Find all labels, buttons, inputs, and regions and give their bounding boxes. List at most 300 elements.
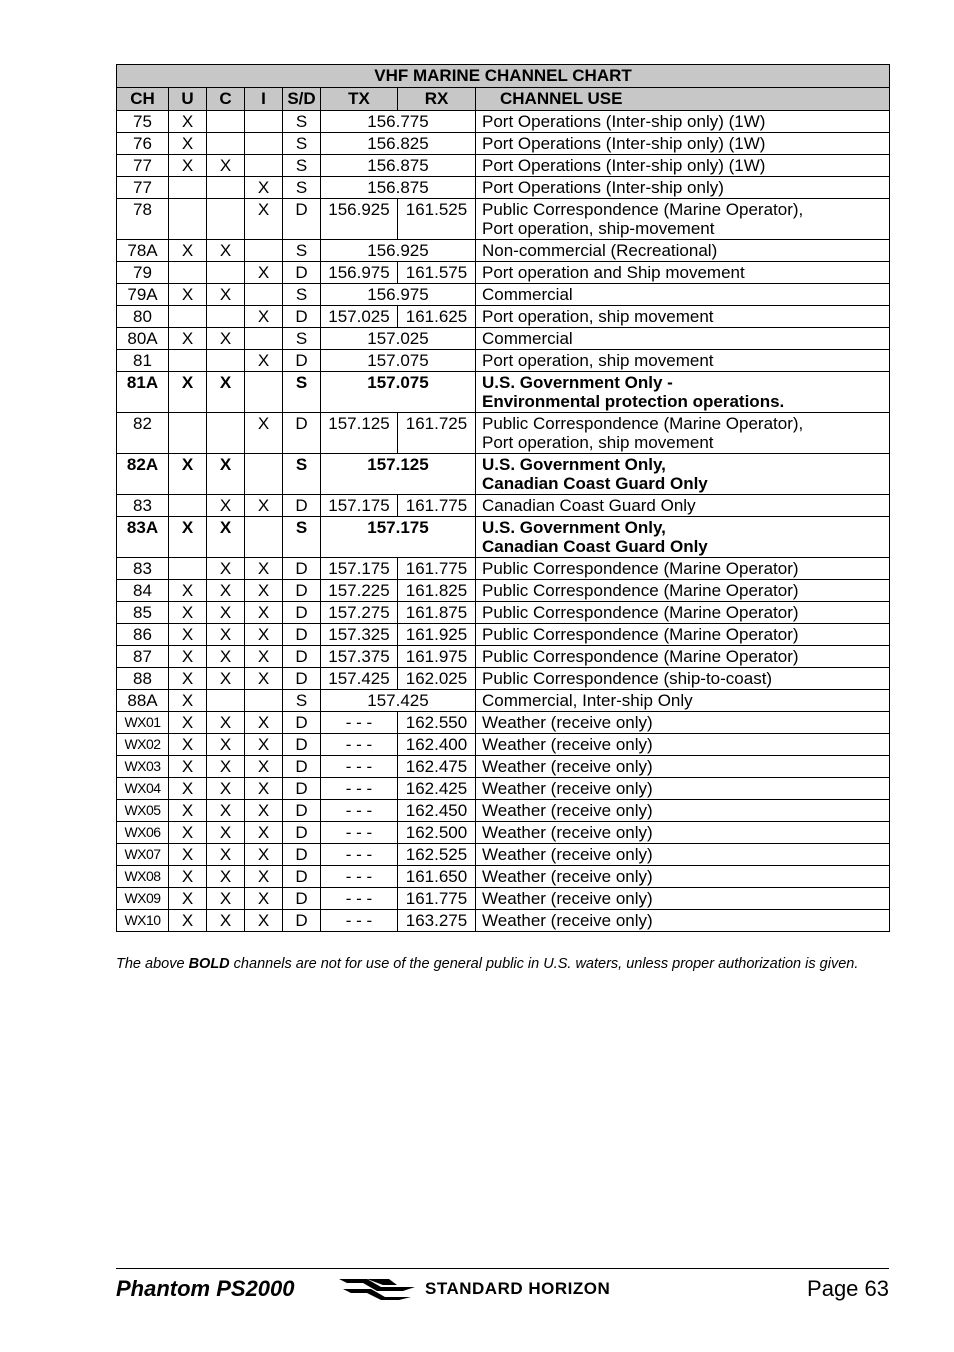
- note-prefix: The above: [116, 956, 189, 972]
- channel-use-line: Public Correspondence (Marine Operator),: [482, 200, 804, 219]
- cell-channel-use: [476, 262, 890, 284]
- channel-use-line: Commercial: [482, 329, 573, 348]
- cell-usa: [169, 177, 207, 199]
- cell-international: X: [245, 866, 283, 888]
- cell-channel: 83A: [117, 517, 169, 558]
- cell-channel: 88A: [117, 690, 169, 712]
- cell-canada: [207, 350, 245, 372]
- table-row: [117, 413, 890, 454]
- cell-channel: 81A: [117, 372, 169, 413]
- table-row: [117, 888, 890, 910]
- standard-horizon-logo-icon: [337, 1277, 417, 1301]
- cell-channel-use: [476, 800, 890, 822]
- channel-use-line: Weather (receive only): [482, 845, 653, 864]
- cell-channel-use: [476, 133, 890, 155]
- standard-horizon-logo: [337, 1276, 610, 1302]
- cell-tx: - - -: [321, 778, 398, 800]
- cell-usa: X: [169, 111, 207, 133]
- page-number: Page 63: [807, 1276, 889, 1301]
- cell-usa: X: [169, 284, 207, 306]
- table-row: [117, 866, 890, 888]
- cell-international: [245, 240, 283, 262]
- cell-channel: WX01: [117, 712, 169, 734]
- cell-channel-use: [476, 328, 890, 350]
- note-bold-word: BOLD: [188, 956, 230, 972]
- cell-rx: 162.425: [398, 778, 476, 800]
- channel-use-line: Weather (receive only): [482, 757, 653, 776]
- cell-international: X: [245, 668, 283, 690]
- cell-rx: 161.650: [398, 866, 476, 888]
- cell-frequency: 157.175: [321, 517, 476, 558]
- cell-international: X: [245, 800, 283, 822]
- cell-simplex-duplex: D: [283, 800, 321, 822]
- cell-channel-use: [476, 646, 890, 668]
- chart-body: [117, 111, 890, 932]
- cell-usa: X: [169, 580, 207, 602]
- cell-usa: X: [169, 800, 207, 822]
- cell-international: X: [245, 756, 283, 778]
- cell-usa: [169, 199, 207, 240]
- cell-tx: 157.375: [321, 646, 398, 668]
- cell-channel-use: [476, 866, 890, 888]
- cell-simplex-duplex: D: [283, 262, 321, 284]
- cell-international: X: [245, 558, 283, 580]
- cell-simplex-duplex: D: [283, 712, 321, 734]
- cell-tx: - - -: [321, 888, 398, 910]
- cell-tx: 157.025: [321, 306, 398, 328]
- table-row: [117, 756, 890, 778]
- cell-canada: X: [207, 558, 245, 580]
- cell-simplex-duplex: D: [283, 624, 321, 646]
- cell-channel: 75: [117, 111, 169, 133]
- channel-use-line: Weather (receive only): [482, 867, 653, 886]
- cell-channel-use: [476, 177, 890, 199]
- table-row: [117, 284, 890, 306]
- column-headers: [117, 88, 890, 111]
- cell-simplex-duplex: D: [283, 602, 321, 624]
- channel-use-line: U.S. Government Only,: [482, 518, 666, 537]
- cell-international: X: [245, 888, 283, 910]
- cell-channel-use: [476, 350, 890, 372]
- cell-channel: 84: [117, 580, 169, 602]
- cell-usa: [169, 350, 207, 372]
- cell-channel: 82A: [117, 454, 169, 495]
- cell-international: X: [245, 624, 283, 646]
- cell-channel: 83: [117, 558, 169, 580]
- header-rx: RX: [398, 88, 476, 111]
- cell-canada: X: [207, 668, 245, 690]
- channel-use-line: Non-commercial (Recreational): [482, 241, 718, 260]
- cell-frequency: 156.875: [321, 177, 476, 199]
- channel-use-line: Environmental protection operations.: [482, 392, 785, 411]
- cell-canada: [207, 306, 245, 328]
- cell-canada: X: [207, 495, 245, 517]
- table-row: [117, 133, 890, 155]
- cell-usa: X: [169, 517, 207, 558]
- cell-tx: - - -: [321, 756, 398, 778]
- cell-canada: X: [207, 517, 245, 558]
- cell-channel-use: [476, 844, 890, 866]
- cell-channel-use: [476, 624, 890, 646]
- channel-use-line: U.S. Government Only -: [482, 373, 673, 392]
- cell-channel-use: [476, 822, 890, 844]
- cell-simplex-duplex: D: [283, 822, 321, 844]
- cell-tx: - - -: [321, 734, 398, 756]
- bold-channels-note: [116, 955, 891, 973]
- table-row: [117, 712, 890, 734]
- cell-canada: X: [207, 155, 245, 177]
- table-row: [117, 350, 890, 372]
- cell-rx: 161.775: [398, 495, 476, 517]
- cell-usa: X: [169, 822, 207, 844]
- footer-rule: [116, 1268, 889, 1269]
- cell-channel: 79: [117, 262, 169, 284]
- cell-tx: - - -: [321, 866, 398, 888]
- cell-canada: [207, 413, 245, 454]
- cell-channel-use: [476, 284, 890, 306]
- cell-simplex-duplex: S: [283, 372, 321, 413]
- table-row: [117, 372, 890, 413]
- cell-international: X: [245, 262, 283, 284]
- cell-channel-use: [476, 580, 890, 602]
- cell-usa: X: [169, 910, 207, 932]
- cell-channel-use: [476, 888, 890, 910]
- table-row: [117, 602, 890, 624]
- cell-frequency: 157.075: [321, 372, 476, 413]
- cell-channel-use: [476, 199, 890, 240]
- cell-tx: 157.275: [321, 602, 398, 624]
- table-row: [117, 800, 890, 822]
- channel-use-line: Weather (receive only): [482, 801, 653, 820]
- cell-channel: 77: [117, 155, 169, 177]
- cell-tx: 156.925: [321, 199, 398, 240]
- channel-use-line: Public Correspondence (Marine Operator): [482, 581, 799, 600]
- cell-usa: X: [169, 734, 207, 756]
- cell-canada: X: [207, 712, 245, 734]
- cell-channel-use: [476, 495, 890, 517]
- cell-simplex-duplex: D: [283, 668, 321, 690]
- chart-title: VHF MARINE CHANNEL CHART: [117, 65, 890, 88]
- cell-canada: X: [207, 328, 245, 350]
- cell-channel-use: [476, 413, 890, 454]
- cell-usa: X: [169, 372, 207, 413]
- cell-rx: 161.525: [398, 199, 476, 240]
- table-row: [117, 240, 890, 262]
- cell-canada: [207, 199, 245, 240]
- cell-frequency: 156.925: [321, 240, 476, 262]
- channel-use-line: Canadian Coast Guard Only: [482, 537, 708, 556]
- cell-frequency: 157.125: [321, 454, 476, 495]
- cell-usa: [169, 413, 207, 454]
- header-c: C: [207, 88, 245, 111]
- header-sd: S/D: [283, 88, 321, 111]
- cell-channel: 77: [117, 177, 169, 199]
- cell-channel-use: [476, 910, 890, 932]
- cell-canada: [207, 177, 245, 199]
- cell-simplex-duplex: D: [283, 580, 321, 602]
- cell-simplex-duplex: D: [283, 844, 321, 866]
- channel-use-line: Port operation, ship-movement: [482, 219, 715, 238]
- logo-wordmark: STANDARD HORIZON: [425, 1279, 611, 1298]
- cell-international: X: [245, 712, 283, 734]
- cell-usa: X: [169, 155, 207, 177]
- cell-simplex-duplex: D: [283, 756, 321, 778]
- header-ch: CH: [117, 88, 169, 111]
- cell-usa: X: [169, 778, 207, 800]
- cell-canada: [207, 133, 245, 155]
- cell-rx: 161.825: [398, 580, 476, 602]
- cell-usa: X: [169, 866, 207, 888]
- cell-international: X: [245, 413, 283, 454]
- cell-simplex-duplex: S: [283, 328, 321, 350]
- cell-channel-use: [476, 690, 890, 712]
- cell-international: X: [245, 778, 283, 800]
- channel-use-line: Public Correspondence (Marine Operator): [482, 603, 799, 622]
- cell-usa: X: [169, 756, 207, 778]
- table-row: [117, 495, 890, 517]
- cell-usa: X: [169, 888, 207, 910]
- cell-channel: WX06: [117, 822, 169, 844]
- table-row: [117, 558, 890, 580]
- cell-tx: - - -: [321, 910, 398, 932]
- cell-channel: 81: [117, 350, 169, 372]
- cell-tx: 156.975: [321, 262, 398, 284]
- table-row: [117, 517, 890, 558]
- cell-channel: 85: [117, 602, 169, 624]
- cell-canada: [207, 262, 245, 284]
- cell-channel-use: [476, 734, 890, 756]
- cell-canada: X: [207, 756, 245, 778]
- cell-rx: 161.875: [398, 602, 476, 624]
- channel-use-line: Port operation, ship movement: [482, 351, 714, 370]
- table-row: [117, 624, 890, 646]
- cell-channel: WX03: [117, 756, 169, 778]
- table-row: [117, 306, 890, 328]
- channel-use-line: Weather (receive only): [482, 735, 653, 754]
- cell-usa: X: [169, 240, 207, 262]
- channel-use-line: Public Correspondence (ship-to-coast): [482, 669, 773, 688]
- cell-channel: 76: [117, 133, 169, 155]
- table-row: [117, 454, 890, 495]
- cell-channel-use: [476, 155, 890, 177]
- cell-international: X: [245, 306, 283, 328]
- cell-simplex-duplex: D: [283, 734, 321, 756]
- cell-international: X: [245, 177, 283, 199]
- cell-tx: 157.125: [321, 413, 398, 454]
- cell-usa: X: [169, 624, 207, 646]
- cell-simplex-duplex: S: [283, 155, 321, 177]
- cell-canada: X: [207, 240, 245, 262]
- cell-tx: 157.325: [321, 624, 398, 646]
- cell-tx: - - -: [321, 844, 398, 866]
- cell-rx: 162.025: [398, 668, 476, 690]
- cell-canada: X: [207, 734, 245, 756]
- channel-use-line: Port operation, ship movement: [482, 307, 714, 326]
- cell-canada: X: [207, 372, 245, 413]
- cell-channel-use: [476, 756, 890, 778]
- cell-usa: X: [169, 712, 207, 734]
- cell-frequency: 156.975: [321, 284, 476, 306]
- cell-canada: X: [207, 602, 245, 624]
- cell-canada: X: [207, 580, 245, 602]
- cell-tx: 157.225: [321, 580, 398, 602]
- channel-use-line: Port Operations (Inter-ship only): [482, 178, 724, 197]
- cell-channel-use: [476, 558, 890, 580]
- cell-channel-use: [476, 372, 890, 413]
- cell-frequency: 157.425: [321, 690, 476, 712]
- cell-channel-use: [476, 778, 890, 800]
- header-i: I: [245, 88, 283, 111]
- table-row: [117, 177, 890, 199]
- cell-channel: WX02: [117, 734, 169, 756]
- cell-channel: 78: [117, 199, 169, 240]
- cell-international: X: [245, 910, 283, 932]
- cell-rx: 162.550: [398, 712, 476, 734]
- cell-channel: WX10: [117, 910, 169, 932]
- cell-international: [245, 454, 283, 495]
- cell-canada: X: [207, 910, 245, 932]
- cell-channel: WX04: [117, 778, 169, 800]
- cell-channel: 78A: [117, 240, 169, 262]
- cell-rx: 163.275: [398, 910, 476, 932]
- header-channel-use: CHANNEL USE: [476, 88, 890, 111]
- cell-simplex-duplex: S: [283, 133, 321, 155]
- cell-canada: X: [207, 800, 245, 822]
- cell-usa: [169, 558, 207, 580]
- cell-channel-use: [476, 306, 890, 328]
- cell-canada: [207, 690, 245, 712]
- channel-use-line: Commercial, Inter-ship Only: [482, 691, 693, 710]
- cell-simplex-duplex: S: [283, 690, 321, 712]
- cell-international: [245, 284, 283, 306]
- cell-usa: [169, 262, 207, 284]
- cell-channel: 86: [117, 624, 169, 646]
- cell-rx: 161.775: [398, 888, 476, 910]
- table-row: [117, 778, 890, 800]
- cell-frequency: 156.875: [321, 155, 476, 177]
- cell-international: [245, 111, 283, 133]
- cell-channel: 82: [117, 413, 169, 454]
- cell-international: X: [245, 734, 283, 756]
- cell-usa: [169, 306, 207, 328]
- cell-tx: - - -: [321, 800, 398, 822]
- cell-simplex-duplex: S: [283, 454, 321, 495]
- cell-canada: X: [207, 888, 245, 910]
- cell-usa: X: [169, 690, 207, 712]
- cell-channel-use: [476, 668, 890, 690]
- cell-international: X: [245, 199, 283, 240]
- cell-simplex-duplex: D: [283, 413, 321, 454]
- cell-rx: 161.625: [398, 306, 476, 328]
- channel-use-line: Public Correspondence (Marine Operator): [482, 647, 799, 666]
- cell-simplex-duplex: D: [283, 558, 321, 580]
- cell-simplex-duplex: S: [283, 240, 321, 262]
- cell-canada: X: [207, 778, 245, 800]
- cell-frequency: 156.825: [321, 133, 476, 155]
- table-row: [117, 199, 890, 240]
- cell-channel-use: [476, 712, 890, 734]
- channel-use-line: Public Correspondence (Marine Operator): [482, 625, 799, 644]
- cell-usa: [169, 495, 207, 517]
- cell-simplex-duplex: D: [283, 350, 321, 372]
- cell-rx: 162.400: [398, 734, 476, 756]
- cell-simplex-duplex: D: [283, 306, 321, 328]
- cell-rx: 162.525: [398, 844, 476, 866]
- cell-simplex-duplex: S: [283, 517, 321, 558]
- cell-rx: 162.450: [398, 800, 476, 822]
- cell-international: X: [245, 602, 283, 624]
- channel-use-line: Port Operations (Inter-ship only) (1W): [482, 112, 766, 131]
- cell-simplex-duplex: S: [283, 284, 321, 306]
- cell-channel: WX07: [117, 844, 169, 866]
- cell-international: [245, 155, 283, 177]
- table-row: [117, 910, 890, 932]
- cell-canada: X: [207, 844, 245, 866]
- table-row: [117, 668, 890, 690]
- cell-frequency: 157.075: [321, 350, 476, 372]
- cell-channel: 87: [117, 646, 169, 668]
- cell-channel: WX08: [117, 866, 169, 888]
- channel-use-line: Port Operations (Inter-ship only) (1W): [482, 134, 766, 153]
- cell-rx: 162.500: [398, 822, 476, 844]
- channel-use-line: Weather (receive only): [482, 713, 653, 732]
- table-row: [117, 580, 890, 602]
- cell-international: X: [245, 580, 283, 602]
- cell-rx: 161.575: [398, 262, 476, 284]
- cell-international: X: [245, 822, 283, 844]
- cell-canada: X: [207, 624, 245, 646]
- cell-tx: 157.175: [321, 495, 398, 517]
- cell-channel-use: [476, 602, 890, 624]
- channel-use-line: Weather (receive only): [482, 889, 653, 908]
- cell-channel: WX05: [117, 800, 169, 822]
- cell-international: [245, 690, 283, 712]
- cell-channel: 80A: [117, 328, 169, 350]
- cell-channel: WX09: [117, 888, 169, 910]
- cell-canada: X: [207, 646, 245, 668]
- cell-international: [245, 328, 283, 350]
- cell-channel: 80: [117, 306, 169, 328]
- cell-tx: - - -: [321, 822, 398, 844]
- cell-canada: X: [207, 822, 245, 844]
- channel-use-line: Commercial: [482, 285, 573, 304]
- cell-international: X: [245, 350, 283, 372]
- channel-use-line: Port operation and Ship movement: [482, 263, 745, 282]
- table-row: [117, 328, 890, 350]
- cell-usa: X: [169, 668, 207, 690]
- cell-international: X: [245, 844, 283, 866]
- channel-use-line: Public Correspondence (Marine Operator): [482, 559, 799, 578]
- table-row: [117, 734, 890, 756]
- table-row: [117, 822, 890, 844]
- cell-international: X: [245, 495, 283, 517]
- cell-channel: 79A: [117, 284, 169, 306]
- channel-use-line: U.S. Government Only,: [482, 455, 666, 474]
- cell-tx: 157.175: [321, 558, 398, 580]
- table-row: [117, 262, 890, 284]
- cell-channel-use: [476, 240, 890, 262]
- cell-international: [245, 133, 283, 155]
- cell-usa: X: [169, 646, 207, 668]
- channel-use-line: Port Operations (Inter-ship only) (1W): [482, 156, 766, 175]
- channel-use-line: Weather (receive only): [482, 779, 653, 798]
- note-suffix: channels are not for use of the general public in U.S. waters, unless proper authorization is given.: [229, 956, 859, 972]
- cell-simplex-duplex: D: [283, 888, 321, 910]
- channel-use-line: Port operation, ship movement: [482, 433, 714, 452]
- cell-canada: X: [207, 866, 245, 888]
- cell-rx: 162.475: [398, 756, 476, 778]
- table-row: [117, 646, 890, 668]
